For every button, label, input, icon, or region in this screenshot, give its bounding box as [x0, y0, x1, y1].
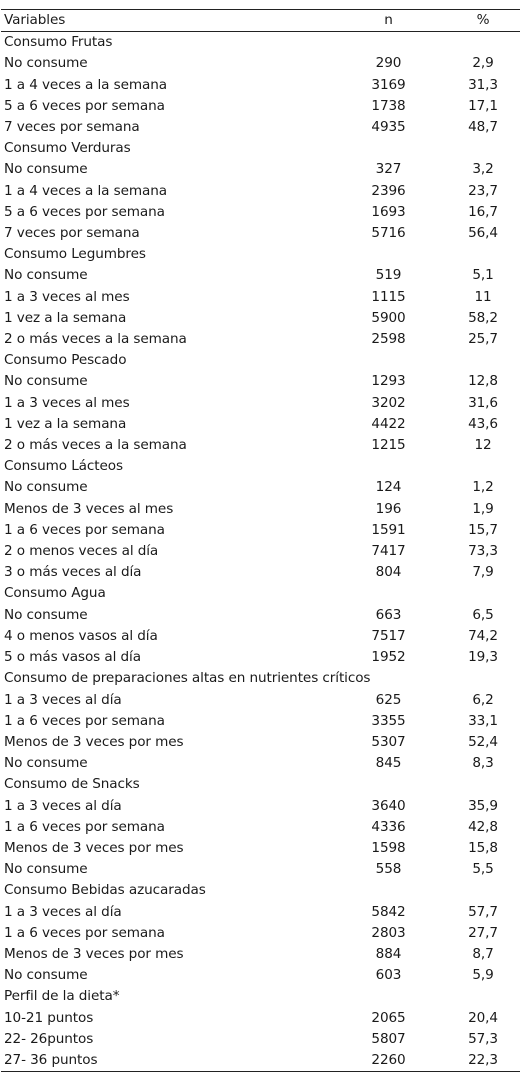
row-label: 5 a 6 veces por semana — [4, 97, 165, 114]
table-row — [1, 626, 520, 647]
row-percent: 52,4 — [468, 733, 498, 750]
row-percent: 5,5 — [472, 861, 494, 878]
table-row — [1, 393, 520, 414]
group-title: Consumo Pescado — [4, 352, 127, 369]
row-label: Menos de 3 veces por mes — [4, 839, 184, 856]
row-label: No consume — [4, 967, 88, 984]
row-count: 4422 — [371, 415, 406, 432]
row-percent: 8,7 — [472, 945, 494, 962]
table-row — [1, 541, 520, 562]
row-count: 804 — [375, 564, 402, 581]
row-count: 5807 — [371, 1030, 406, 1047]
row-count: 1952 — [371, 649, 406, 666]
table-row — [1, 414, 520, 435]
row-percent: 3,2 — [472, 161, 494, 178]
row-label: No consume — [4, 55, 88, 72]
row-label: 1 a 3 veces al día — [4, 691, 122, 708]
row-count: 1693 — [371, 203, 406, 220]
row-percent: 57,3 — [468, 1030, 498, 1047]
row-percent: 33,1 — [468, 712, 498, 729]
table-row — [1, 562, 520, 583]
row-count: 884 — [375, 945, 402, 962]
row-count: 5842 — [371, 903, 406, 920]
row-percent: 22,3 — [468, 1051, 498, 1068]
row-percent: 74,2 — [468, 627, 498, 644]
row-label: 22- 26puntos — [4, 1030, 94, 1047]
row-count: 3202 — [371, 394, 406, 411]
table-row — [1, 944, 520, 965]
row-count: 1293 — [371, 373, 406, 390]
row-percent: 6,2 — [472, 691, 494, 708]
row-count: 2598 — [371, 331, 406, 348]
table-row — [1, 923, 520, 944]
group-title: Consumo de Snacks — [4, 776, 140, 793]
row-count: 3169 — [371, 76, 406, 93]
row-label: 1 a 6 veces por semana — [4, 924, 165, 941]
table-row — [1, 520, 520, 541]
row-label: No consume — [4, 373, 88, 390]
row-count: 4935 — [371, 119, 406, 136]
row-percent: 2,9 — [472, 55, 494, 72]
row-count: 4336 — [371, 818, 406, 835]
table-row — [1, 308, 520, 329]
row-label: No consume — [4, 755, 88, 772]
row-count: 558 — [375, 861, 402, 878]
row-count: 663 — [375, 606, 402, 623]
row-count: 3355 — [371, 712, 406, 729]
row-count: 2396 — [371, 182, 406, 199]
row-percent: 43,6 — [468, 415, 498, 432]
table-row — [1, 75, 520, 96]
row-label: 2 o menos veces al día — [4, 543, 159, 560]
row-percent: 73,3 — [468, 543, 498, 560]
table-row — [1, 181, 520, 202]
table-row — [1, 1029, 520, 1050]
group-title: Consumo Bebidas azucaradas — [4, 882, 206, 899]
row-count: 2260 — [371, 1051, 406, 1068]
row-percent: 42,8 — [468, 818, 498, 835]
row-label: 1 a 3 veces al día — [4, 903, 122, 920]
group-header-row — [1, 986, 520, 1007]
row-percent: 11 — [474, 288, 492, 305]
row-count: 327 — [375, 161, 402, 178]
row-label: 2 o más veces a la semana — [4, 331, 187, 348]
row-percent: 1,9 — [472, 500, 494, 517]
row-percent: 48,7 — [468, 119, 498, 136]
table-row — [1, 265, 520, 286]
row-percent: 23,7 — [468, 182, 498, 199]
table-row — [1, 477, 520, 498]
row-label: 4 o menos vasos al día — [4, 627, 158, 644]
row-label: No consume — [4, 479, 88, 496]
group-header-row — [1, 456, 520, 477]
row-percent: 15,7 — [468, 521, 498, 538]
row-percent: 17,1 — [468, 97, 498, 114]
row-percent: 6,5 — [472, 606, 494, 623]
row-label: 7 veces por semana — [4, 225, 140, 242]
table-row — [1, 117, 520, 138]
row-label: 1 vez a la semana — [4, 415, 127, 432]
row-percent: 25,7 — [468, 331, 498, 348]
row-percent: 31,3 — [468, 76, 498, 93]
table-row — [1, 96, 520, 117]
row-percent: 5,1 — [472, 267, 494, 284]
table-row — [1, 838, 520, 859]
group-header-row — [1, 880, 520, 901]
row-percent: 7,9 — [472, 564, 494, 581]
row-count: 3640 — [371, 797, 406, 814]
row-percent: 57,7 — [468, 903, 498, 920]
header-percent: % — [476, 12, 490, 28]
row-count: 124 — [375, 479, 402, 496]
row-label: 5 o más vasos al día — [4, 649, 141, 666]
table-row — [1, 690, 520, 711]
row-label: 5 a 6 veces por semana — [4, 203, 165, 220]
row-count: 290 — [375, 55, 402, 72]
row-percent: 56,4 — [468, 225, 498, 242]
header-variables: Variables — [4, 12, 66, 28]
row-label: 1 vez a la semana — [4, 309, 127, 326]
row-percent: 8,3 — [472, 755, 494, 772]
table-row — [1, 1050, 520, 1072]
table-row — [1, 732, 520, 753]
table-row — [1, 647, 520, 668]
row-label: 2 o más veces a la semana — [4, 437, 187, 454]
row-label: Menos de 3 veces por mes — [4, 945, 184, 962]
group-header-row — [1, 668, 520, 689]
group-header-row — [1, 138, 520, 159]
row-count: 1215 — [371, 437, 406, 454]
table-row — [1, 53, 520, 74]
row-count: 1591 — [371, 521, 406, 538]
row-label: 3 o más veces al día — [4, 564, 142, 581]
table-row — [1, 711, 520, 732]
group-header-row — [1, 774, 520, 795]
row-count: 519 — [375, 267, 402, 284]
group-header-row — [1, 583, 520, 604]
group-title: Consumo Verduras — [4, 140, 131, 157]
table-row — [1, 159, 520, 180]
group-title: Consumo Legumbres — [4, 246, 146, 263]
row-count: 5716 — [371, 225, 406, 242]
row-percent: 20,4 — [468, 1009, 498, 1026]
table-row — [1, 329, 520, 350]
row-label: 10-21 puntos — [4, 1009, 94, 1026]
row-label: 1 a 4 veces a la semana — [4, 182, 167, 199]
table-row — [1, 796, 520, 817]
table-row — [1, 859, 520, 880]
row-count: 2803 — [371, 924, 406, 941]
row-percent: 58,2 — [468, 309, 498, 326]
data-table-container — [1, 0, 520, 1072]
row-percent: 5,9 — [472, 967, 494, 984]
row-label: 1 a 3 veces al mes — [4, 288, 130, 305]
table-row — [1, 605, 520, 626]
table-row — [1, 817, 520, 838]
row-label: 1 a 3 veces al mes — [4, 394, 130, 411]
header-n: n — [384, 12, 393, 28]
row-label: 1 a 6 veces por semana — [4, 712, 165, 729]
row-count: 1598 — [371, 839, 406, 856]
table-row — [1, 965, 520, 986]
row-count: 2065 — [371, 1009, 406, 1026]
row-label: No consume — [4, 861, 88, 878]
row-label: No consume — [4, 161, 88, 178]
row-label: 7 veces por semana — [4, 119, 140, 136]
row-percent: 1,2 — [472, 479, 494, 496]
table-row — [1, 1008, 520, 1029]
table-row — [1, 287, 520, 308]
table-row — [1, 499, 520, 520]
group-title: Consumo Lácteos — [4, 458, 123, 475]
table-header-row — [1, 10, 520, 32]
table-body — [1, 32, 520, 1072]
group-title: Consumo Agua — [4, 585, 106, 602]
row-count: 7517 — [371, 627, 406, 644]
group-title: Consumo de preparaciones altas en nutrientes críticos — [4, 670, 371, 687]
table-row — [1, 202, 520, 223]
row-count: 5307 — [371, 733, 406, 750]
table-row — [1, 753, 520, 774]
row-percent: 15,8 — [468, 839, 498, 856]
row-count: 625 — [375, 691, 402, 708]
row-label: No consume — [4, 267, 88, 284]
group-title: Consumo Frutas — [4, 34, 113, 51]
row-label: Menos de 3 veces por mes — [4, 733, 184, 750]
row-percent: 31,6 — [468, 394, 498, 411]
row-percent: 19,3 — [468, 649, 498, 666]
row-label: Menos de 3 veces al mes — [4, 500, 174, 517]
group-title: Perfil de la dieta* — [4, 988, 120, 1005]
group-header-row — [1, 244, 520, 265]
row-count: 603 — [375, 967, 402, 984]
group-header-row — [1, 350, 520, 371]
row-label: No consume — [4, 606, 88, 623]
row-label: 1 a 6 veces por semana — [4, 818, 165, 835]
row-count: 845 — [375, 755, 402, 772]
row-label: 1 a 3 veces al día — [4, 797, 122, 814]
row-percent: 27,7 — [468, 924, 498, 941]
row-percent: 35,9 — [468, 797, 498, 814]
row-percent: 16,7 — [468, 203, 498, 220]
row-count: 196 — [375, 500, 402, 517]
row-percent: 12,8 — [468, 373, 498, 390]
row-count: 5900 — [371, 309, 406, 326]
table-row — [1, 435, 520, 456]
row-count: 7417 — [371, 543, 406, 560]
row-count: 1738 — [371, 97, 406, 114]
row-label: 1 a 4 veces a la semana — [4, 76, 167, 93]
row-label: 1 a 6 veces por semana — [4, 521, 165, 538]
table-row — [1, 223, 520, 244]
group-header-row — [1, 32, 520, 54]
row-count: 1115 — [371, 288, 406, 305]
table-row — [1, 902, 520, 923]
table-row — [1, 371, 520, 392]
row-label: 27- 36 puntos — [4, 1051, 98, 1068]
row-percent: 12 — [474, 437, 492, 454]
consumption-table — [1, 9, 520, 1072]
